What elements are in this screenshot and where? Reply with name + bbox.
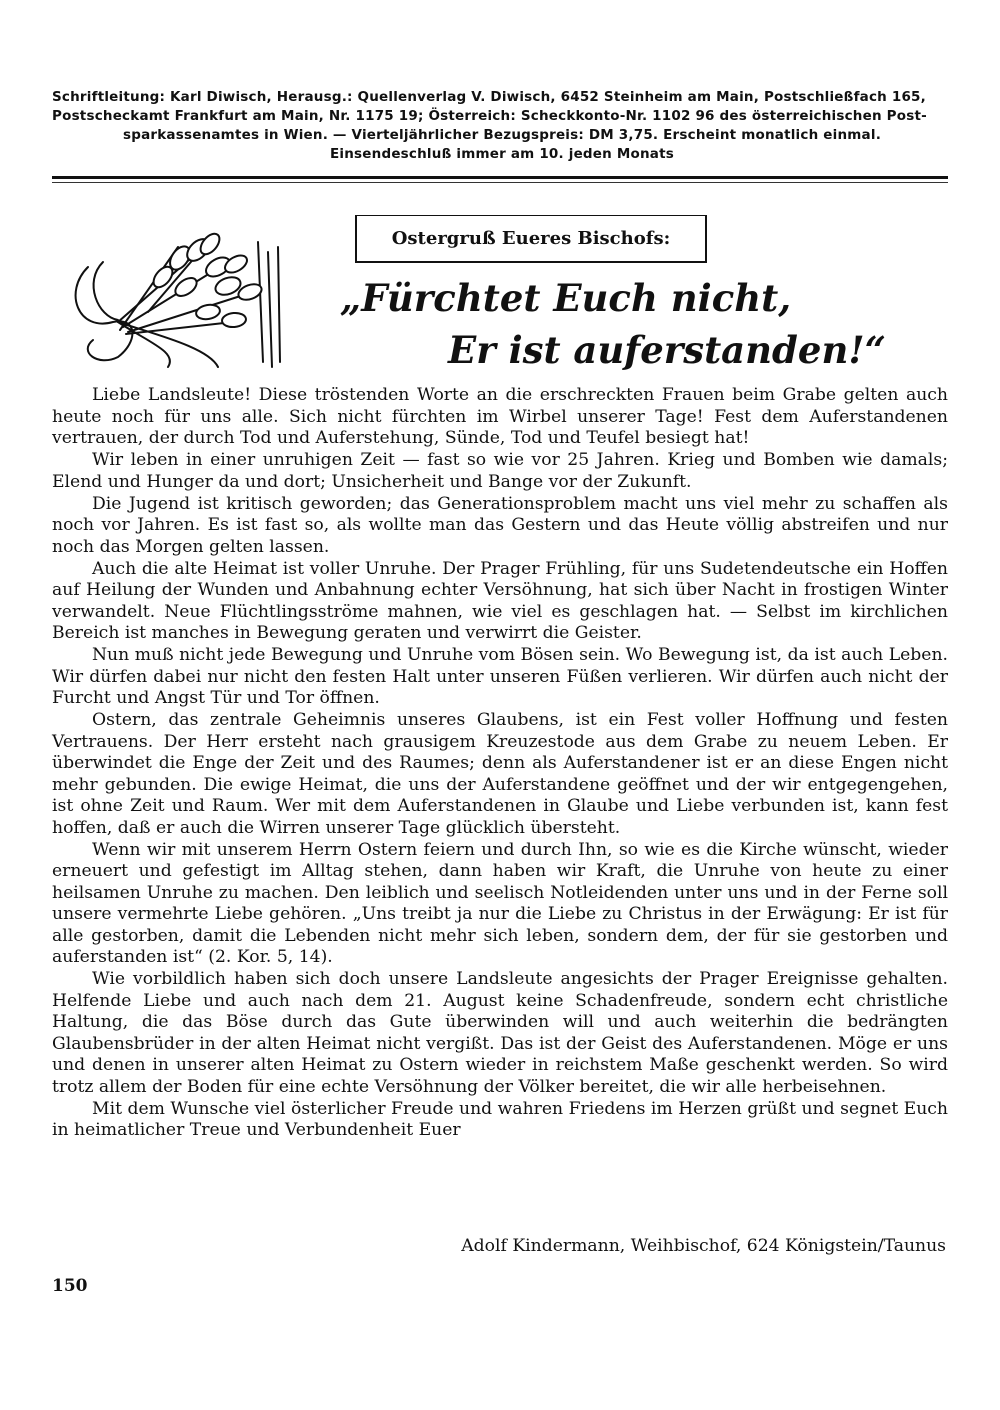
article-paragraph: Mit dem Wunsche viel österlicher Freude und wahren Friedens im Herzen grüßt und segnet Euch in heimatlicher Treue und Verbundenheit Euer bbox=[52, 1098, 948, 1140]
article-paragraph: Wie vorbildlich haben sich doch unsere Landsleute angesichts der Prager Ereignisse gehalten. Helfende Liebe und auch nach dem 21. August keine Schadenfreude, sondern echt christliche Haltung, die das Böse durch das Gute überwinden will und auch weiterhin die bedrängten Glaubensbrüder in der alten Heimat nicht vergißt. Das ist der Geist des Auferstandenen. Möge er uns und denen in unserer alten Heimat zu Ostern wieder in reichstem Maße geschenkt werden. So wird trotz allem der Boden für eine echte Versöhnung der Völker bereitet, die wir alle herbeisehnen. bbox=[52, 969, 948, 1097]
masthead-line: sparkassenamtes in Wien. — Vierteljährlicher Bezugspreis: DM 3,75. Erscheint monatlich einmal. bbox=[122, 127, 882, 143]
article-heading: Ostergruß Eueres Bischofs: bbox=[391, 228, 671, 249]
article-paragraph: Wenn wir mit unserem Herrn Ostern feiern und durch Ihn, so wie es die Kirche wünscht, wieder erneuert und gefestigt im Alltag stehen, dann haben wir Kraft, die Unruhe von heute zu einer heilsamen Unruhe zu machen. Den leiblich und seelisch Notleidenden unter uns und in der Ferne soll unsere vermehrte Liebe gehören. „Uns treibt ja nur die Liebe zu Christus in der Erwägung: Er ist für alle gestorben, damit die Lebenden nicht mehr sich leben, sondern dem, der für sie gestorben und auferstanden ist“ (2. Kor. 5, 14). bbox=[52, 839, 948, 967]
masthead-line: Schriftleitung: Karl Diwisch, Herausg.: Quellenverlag V. Diwisch, 6452 Steinheim am Main, Postschließfach 165, bbox=[52, 89, 926, 105]
masthead-divider-thin bbox=[52, 182, 948, 183]
article-body bbox=[52, 385, 948, 1142]
pussy-willow-illustration bbox=[58, 222, 288, 370]
article-paragraph: Wir leben in einer unruhigen Zeit — fast so wie vor 25 Jahren. Krieg und Bomben wie damals; Elend und Hunger da und dort; Unsicherheit und Bange vor der Zukunft. bbox=[52, 450, 948, 492]
article-paragraph: Ostern, das zentrale Geheimnis unseres Glaubens, ist ein Fest voller Hoffnung und festen Vertrauens. Der Herr ersteht nach grausigem Kreuzestode aus dem Grabe zu neuem Leben. Er überwindet die Enge der Zeit und des Raumes; denn als Auferstandener ist er an diese Engen nicht mehr gebunden. Die ewige Heimat, die uns der Auferstandene geöffnet und der wir entgegengehen, ist ohne Zeit und Raum. Wer mit dem Auferstandenen in Glaube und Liebe verbunden ist, kann fest hoffen, daß er auch die Wirren unserer Tage glücklich übersteht. bbox=[52, 710, 948, 838]
headline-quote bbox=[330, 272, 910, 376]
page-number: 150 bbox=[52, 1276, 88, 1296]
article-paragraph: Auch die alte Heimat ist voller Unruhe. Der Prager Frühling, für uns Sudetendeutsche ein Hoffen auf Heilung der Wunden und Anbahnung echter Versöhnung, hat sich über Nacht in frostigen Winter verwandelt. Neue Flüchtlingsströme mahnen, wie viel es geschlagen hat. — Selbst im kirchlichen Bereich ist manches in Bewegung geraten und verwirrt die Geister. bbox=[52, 558, 948, 643]
signature: Adolf Kindermann, Weihbischof, 624 Königstein/Taunus bbox=[461, 1236, 946, 1256]
headline-quote-line1: „Fürchtet Euch nicht, bbox=[340, 276, 792, 320]
article-heading-box bbox=[355, 215, 707, 263]
masthead-divider bbox=[52, 176, 948, 179]
article-paragraph: Liebe Landsleute! Diese tröstenden Worte an die erschreckten Frauen beim Grabe gelten auch heute noch für uns alle. Sich nicht fürchten im Wirbel unserer Tage! Fest dem Auferstandenen vertrauen, der durch Tod und Auferstehung, Sünde, Tod und Teufel besiegt hat! bbox=[52, 385, 948, 448]
masthead bbox=[52, 88, 952, 164]
masthead-line: Einsendeschluß immer am 10. jeden Monats bbox=[330, 146, 674, 162]
headline-quote-line2: Er ist auferstanden!“ bbox=[448, 328, 886, 372]
masthead-line: Postscheckamt Frankfurt am Main, Nr. 1175 19; Österreich: Scheckkonto-Nr. 1102 96 des österreichischen Post- bbox=[52, 108, 927, 124]
article-paragraph: Die Jugend ist kritisch geworden; das Generationsproblem macht uns viel mehr zu schaffen als noch vor Jahren. Es ist fast so, als wollte man das Gestern und das Heute völlig abstreifen und nur noch das Morgen gelten lassen. bbox=[52, 493, 948, 557]
article-paragraph: Nun muß nicht jede Bewegung und Unruhe vom Bösen sein. Wo Bewegung ist, da ist auch Leben. Wir dürfen dabei nur nicht den festen Halt unter unseren Füßen verlieren. Wir dürfen auch nicht der Furcht und Angst Tür und Tor öffnen. bbox=[52, 645, 948, 708]
